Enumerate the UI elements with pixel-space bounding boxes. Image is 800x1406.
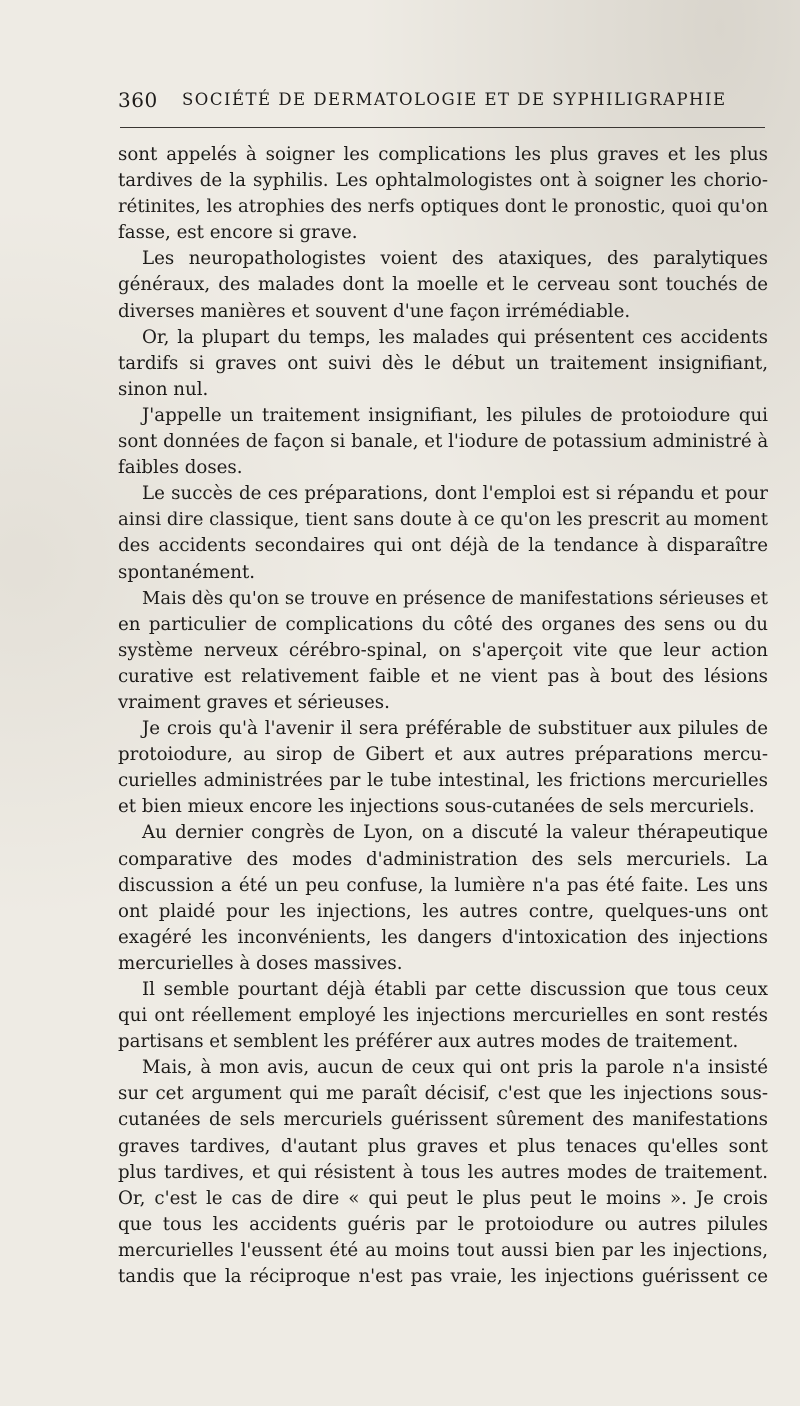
text-line: généraux, des malades dont la moelle et le cerveau sont touchés de [118,274,768,296]
text-line: discussion a été un peu confuse, la lumière n'a pas été faite. Les uns [118,874,768,896]
page-number: 360 [118,88,158,112]
text-line: ont plaidé pour les injections, les autres contre, quelques-uns ont [118,900,768,922]
text-line: en particulier de complications du côté des organes des sens ou du [118,613,768,635]
text-line: J'appelle un traitement insignifiant, les pilules de protoiodure qui [142,404,768,426]
text-line: Mais dès qu'on se trouve en présence de manifestations sérieuses et [142,587,768,609]
text-line: mercurielles l'eussent été au moins tout aussi bien par les injections, [118,1239,768,1261]
text-line: Le succès de ces préparations, dont l'emploi est si répandu et pour [142,483,768,505]
text-line: exagéré les inconvénients, les dangers d'intoxication des injections [118,926,768,948]
text-line: vraiment graves et sérieuses. [118,691,390,713]
text-line: qui ont réellement employé les injections mercurielles en sont restés [118,1005,768,1027]
text-line: diverses manières et souvent d'une façon irrémédiable. [118,300,631,322]
text-line: sont données de façon si banale, et l'iodure de potassium administré à [118,431,769,453]
header-rule [120,127,765,128]
text-line: graves tardives, d'autant plus graves et plus tenaces qu'elles sont [118,1135,768,1157]
text-line: Mais, à mon avis, aucun de ceux qui ont pris la parole n'a insisté [142,1057,768,1079]
text-line: tandis que la réciproque n'est pas vraie, les injections guérissent ce [118,1266,768,1288]
text-line: protoiodure, au sirop de Gibert et aux autres préparations mercu- [118,744,768,766]
body-text [118,142,768,1290]
text-line: des accidents secondaires qui ont déjà de la tendance à disparaître [118,535,768,557]
text-line: Il semble pourtant déjà établi par cette discussion que tous ceux [142,979,768,1000]
text-line: et bien mieux encore les injections sous-cutanées de sels mercuriels. [118,796,755,818]
text-line: rétinites, les atrophies des nerfs optiques dont le pronostic, quoi qu'on [118,196,769,218]
text-line: tardifs si graves ont suivi dès le début un traitement insignifiant, [118,352,768,374]
text-line: plus tardives, et qui résistent à tous les autres modes de traitement. [118,1161,768,1183]
text-line: cutanées de sels mercuriels guérissent sûrement des manifestations [118,1109,768,1131]
text-line: curative est relativement faible et ne vient pas à bout des lésions [118,665,768,687]
running-title: SOCIÉTÉ DE DERMATOLOGIE ET DE SYPHILIGRAPHIE [182,90,727,109]
text-line: mercurielles à doses massives. [118,952,403,974]
text-line: Or, c'est le cas de dire « qui peut le plus peut le moins ». Je crois [118,1187,768,1209]
text-line: Je crois qu'à l'avenir il sera préférable de substituer aux pilules de [142,718,768,740]
text-line: Or, la plupart du temps, les malades qui présentent ces accidents [142,326,768,348]
text-line: sinon nul. [118,378,209,400]
text-line: fasse, est encore si grave. [118,222,358,244]
text-line: comparative des modes d'administration des sels mercuriels. La [118,848,768,870]
running-header [118,88,766,116]
text-line: ainsi dire classique, tient sans doute à ce qu'on les prescrit au moment [118,509,768,531]
text-line: faibles doses. [118,457,243,479]
text-line: curielles administrées par le tube intestinal, les frictions mercurielles [118,770,768,792]
text-line: que tous les accidents guéris par le protoiodure ou autres pilules [118,1213,768,1235]
text-line: sont appelés à soigner les complications les plus graves et les plus [118,144,768,165]
text-line: Au dernier congrès de Lyon, on a discuté la valeur thérapeutique [142,822,768,844]
text-line: tardives de la syphilis. Les ophtalmologistes ont à soigner les chorio- [118,170,768,192]
text-line: partisans et semblent les préférer aux autres modes de traitement. [118,1031,739,1053]
text-line: sur cet argument qui me paraît décisif, c'est que les injections sous- [118,1083,768,1105]
text-line: Les neuropathologistes voient des ataxiques, des paralytiques [142,248,768,270]
text-line: spontanément. [118,561,256,583]
text-line: système nerveux cérébro-spinal, on s'aperçoit vite que leur action [118,639,768,661]
